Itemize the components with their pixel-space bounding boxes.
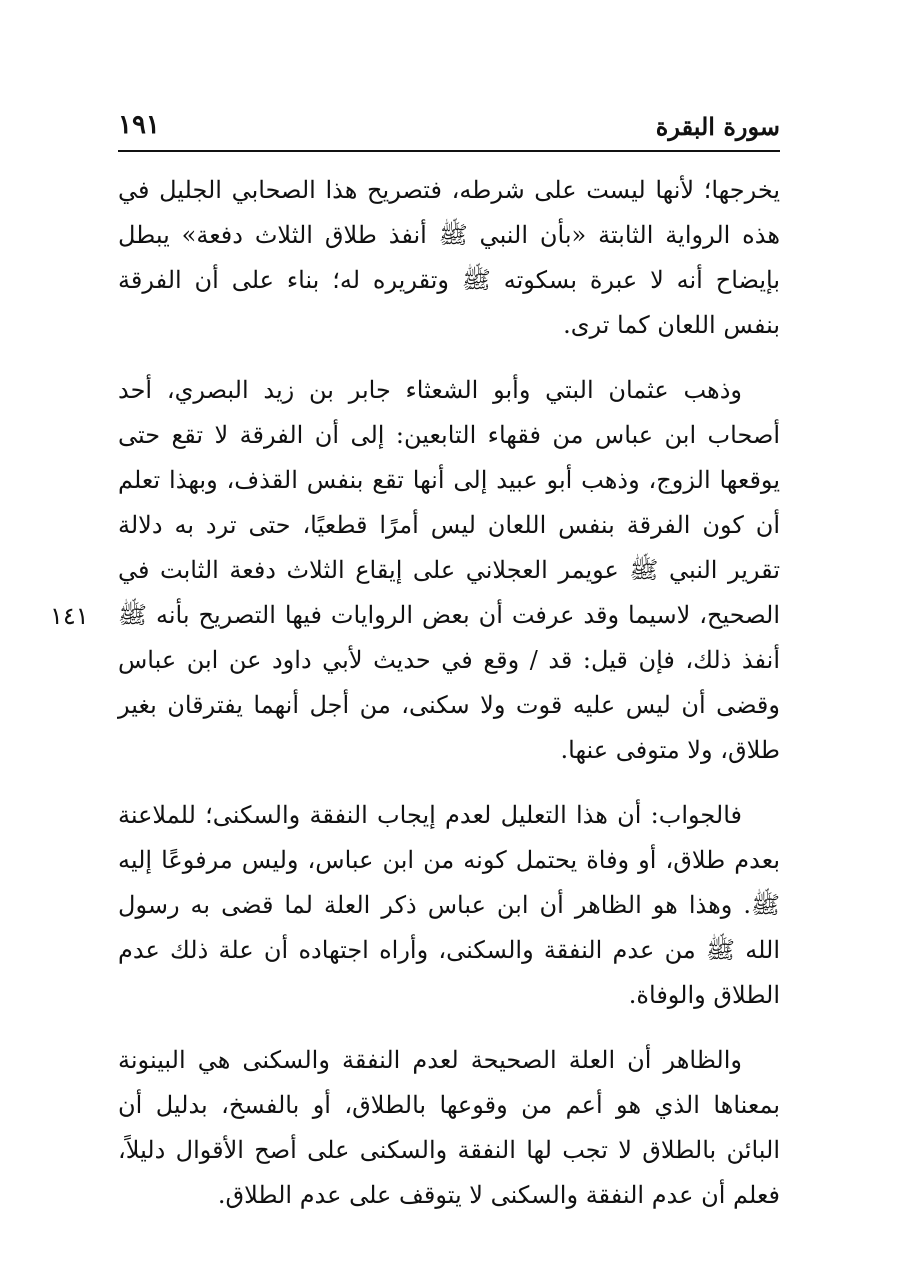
paragraph: فالجواب: أن هذا التعليل لعدم إيجاب النفقة والسكنى؛ للملاعنة بعدم طلاق، أو وفاة يحتمل كونه من ابن عباس، وليس مرفوعًا إليه ﷺ. وهذا هو الظاهر أن ابن عباس ذكر العلة لما قضى به رسول الله ﷺ من عدم النفقة والسكنى، وأراه اجتهاده أن علة ذلك عدم الطلاق والوفاة.	[118, 801, 780, 1009]
margin-page-reference: ١٤١	[50, 602, 89, 630]
paragraph: والظاهر أن العلة الصحيحة لعدم النفقة والسكنى هي البينونة بمعناها الذي هو أعم من وقوعها بالطلاق، أو بالفسخ، بدليل أن البائن بالطلاق لا تجب لها النفقة والسكنى على أصح الأقوال دليلاً، فعلم أن عدم النفقة والسكنى لا يتوقف على عدم الطلاق.	[118, 1046, 780, 1209]
running-title: سورة البقرة	[655, 112, 780, 141]
page-number: ١٩١	[118, 110, 160, 140]
body-text	[118, 168, 780, 1238]
paragraph: وذهب عثمان البتي وأبو الشعثاء جابر بن زيد البصري، أحد أصحاب ابن عباس من فقهاء التابعين: إلى أن الفرقة لا تقع حتى يوقعها الزوج، وذهب أبو عبيد إلى أنها تقع بنفس القذف، وبهذا تعلم أن كون الفرقة بنفس اللعان ليس أمرًا قطعيًا، حتى ترد به دلالة تقرير النبي ﷺ عويمر العجلاني على إيقاع الثلاث دفعة الثابت في الصحيح، لاسيما وقد عرفت أن بعض الروايات فيها التصريح بأنه ﷺ أنفذ ذلك، فإن قيل: قد / وقع في حديث لأبي داود عن ابن عباس وقضى أن ليس عليه قوت ولا سكنى، من أجل أنهما يفترقان بغير طلاق، ولا متوفى عنها.	[118, 376, 780, 764]
paragraph: يخرجها؛ لأنها ليست على شرطه، فتصريح هذا الصحابي الجليل في هذه الرواية الثابتة «بأن النبي ﷺ أنفذ طلاق الثلاث دفعة» يبطل بإيضاح أنه لا عبرة بسكوته ﷺ وتقريره له؛ بناء على أن الفرقة بنفس اللعان كما ترى.	[118, 176, 780, 339]
page-header	[118, 110, 780, 152]
